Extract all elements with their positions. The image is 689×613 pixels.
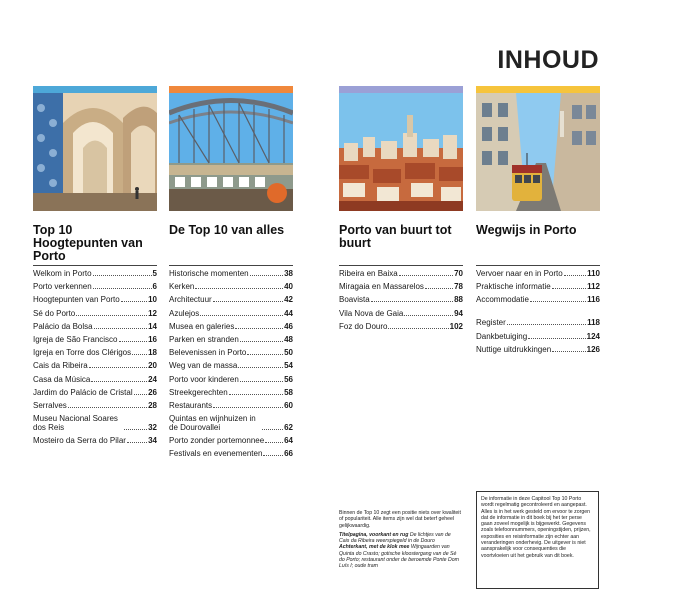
toc-page: 112 [587,282,600,292]
toc-label: Casa da Música [33,374,91,384]
toc-page: 110 [587,269,600,278]
toc-page: 44 [284,308,293,318]
toc-label: Musea en galeries [169,321,235,331]
toc-item[interactable] [476,269,600,278]
toc-item[interactable] [476,295,600,304]
toc-label: Foz do Douro [339,321,388,331]
toc-item[interactable] [169,401,293,410]
toc-label: Architectuur [169,295,212,305]
toc-label: Praktische informatie [476,282,551,292]
toc-label: Nuttige uitdrukkingen [476,344,552,354]
toc-page: 78 [454,282,463,292]
toc-page: 20 [148,361,157,371]
back-credit-text: Wijngaarden van Quinta do Crasto; gotische kloostergang van de Sé do Porto; restaurant onder de beroemde Ponte Dom Luís I; oude tram [339,544,459,570]
toc-label: Quintas en wijnhuizen in de Dourovallei [169,414,256,433]
toc-page: 62 [284,423,293,433]
photo-credits-note [339,510,461,573]
toc-label: Igreja de São Francisco [33,334,118,344]
toc-item[interactable] [169,414,293,432]
back-credit-heading: Achterkant, met de klok mee [339,544,410,551]
toc-item[interactable] [33,388,157,397]
toc-label: Miragaia en Massarelos [339,282,424,292]
toc-page: 28 [148,400,157,410]
toc-page: 16 [148,334,157,344]
toc-label: Festivals en evenementen [169,449,263,459]
toc-page: 14 [148,321,157,331]
toc-item[interactable] [169,269,293,278]
toc-label: Azulejos [169,308,200,318]
toc-page: 5 [152,269,157,278]
divider [169,265,293,266]
toc-label: Jardim do Palácio de Cristal [33,387,133,397]
toc-page: 58 [284,387,293,397]
divider [476,265,600,266]
toc-item[interactable] [33,295,157,304]
section-heading: Porto van buurt tot buurt [339,223,452,250]
toc-item[interactable] [169,388,293,397]
toc-item[interactable] [169,335,293,344]
toc-item[interactable] [339,282,463,291]
toc-item[interactable] [33,401,157,410]
toc-page: 26 [148,387,157,397]
toc-list [339,269,463,331]
toc-item[interactable] [169,348,293,357]
toc-item[interactable] [476,345,600,354]
toc-page: 102 [449,321,463,331]
ranking-note: Binnen de Top 10 zegt een positie niets over kwaliteit of populariteit. Alle items zijn wel dat beterf geheel gelijkwaardig. [339,510,461,529]
toc-page: 10 [148,295,157,305]
toc-label: Register [476,318,506,328]
toc-page: 18 [148,348,157,358]
toc-list [476,269,600,354]
toc-page: 64 [284,436,293,446]
toc-item[interactable] [339,295,463,304]
color-bar [169,86,293,93]
toc-label: Belevenissen in Porto [169,348,247,358]
toc-label: Streekgerechten [169,387,228,397]
toc-item[interactable] [169,309,293,318]
toc-item[interactable] [33,322,157,331]
cover-credit-text: De lichtjes van de Cais da Ribeira weerspiegeld in de Douro [339,531,451,545]
toc-page: 12 [148,308,157,318]
section-heading: Wegwijs in Porto [476,223,577,237]
toc-label: Dankbetuiging [476,331,528,341]
toc-item[interactable] [339,322,463,331]
color-bar [339,86,463,93]
toc-item[interactable] [33,348,157,357]
toc-item[interactable] [33,269,157,278]
toc-label: Palácio da Bolsa [33,321,93,331]
toc-page: 40 [284,282,293,292]
toc-page: 70 [454,269,463,278]
toc-label: Welkom in Porto [33,269,92,278]
toc-item[interactable] [169,295,293,304]
toc-label: Accommodatie [476,295,529,305]
toc-page: 118 [587,318,600,328]
toc-label: Vervoer naar en in Porto [476,269,563,278]
toc-label: Museu Nacional Soares dos Reis [33,414,118,433]
toc-item[interactable] [169,436,293,445]
toc-item[interactable] [169,282,293,291]
toc-page: 56 [284,374,293,384]
color-bar [33,86,157,93]
toc-page: 32 [148,423,157,433]
cover-credit-heading: Titelpagina, voorkant en rug [339,531,409,538]
photo-bridge [169,93,293,211]
toc-label: Kerken [169,282,195,292]
toc-label: Boavista [339,295,370,305]
page-title: INHOUD [497,46,599,74]
photo-tram-street [476,93,600,211]
toc-page: 60 [284,400,293,410]
toc-page: 50 [284,348,293,358]
divider [33,265,157,266]
toc-page: 116 [587,295,600,305]
toc-page: 46 [284,321,293,331]
section-heading: Top 10 Hoogtepunten van Porto [33,223,143,263]
toc-column-1 [33,86,157,449]
toc-page: 24 [148,374,157,384]
toc-item[interactable] [33,375,157,384]
toc-list [169,269,293,458]
toc-label: Sé do Porto [33,308,76,318]
toc-item[interactable] [33,414,157,432]
toc-item[interactable] [169,361,293,370]
toc-column-4 [476,86,600,358]
toc-label: Porto zonder portemonnee [169,436,265,446]
toc-label: Vila Nova de Gaia [339,308,404,318]
toc-page: 34 [148,436,157,446]
toc-item[interactable] [33,436,157,445]
toc-item[interactable] [476,332,600,341]
photo-cityscape [339,93,463,211]
toc-label: Weg van de massa [169,361,238,371]
toc-item[interactable] [33,309,157,318]
toc-label: Ribeira en Baixa [339,269,398,278]
toc-item[interactable] [169,449,293,458]
toc-page: 42 [284,295,293,305]
toc-label: Cais da Ribeira [33,361,88,371]
toc-item[interactable] [33,335,157,344]
toc-page: 48 [284,334,293,344]
toc-page: 54 [284,361,293,371]
toc-item[interactable] [339,309,463,318]
toc-column-3 [339,86,463,335]
toc-page: 66 [284,449,293,459]
toc-page: 38 [284,269,293,278]
photo-azulejo-cloister [33,93,157,211]
toc-item[interactable] [476,282,600,291]
toc-label: Parken en stranden [169,334,239,344]
toc-item[interactable] [476,318,600,327]
toc-column-2 [169,86,293,463]
toc-page: 6 [152,282,157,292]
toc-label: Igreja en Torre dos Clérigos [33,348,132,358]
section-heading: De Top 10 van alles [169,223,285,237]
toc-item[interactable] [33,361,157,370]
toc-label: Restaurants [169,400,213,410]
toc-label: Porto verkennen [33,282,92,292]
toc-item[interactable] [33,282,157,291]
cover-credit [339,532,461,570]
toc-label: Mosteiro da Serra do Pilar [33,436,126,446]
toc-page: 124 [586,331,600,341]
color-bar [476,86,600,93]
disclaimer-box [476,491,599,589]
toc-list [33,269,157,445]
disclaimer-text: De informatie in deze Capitool Top 10 Porto wordt regelmatig gecontroleerd en aangepast. Alles is in het werk gesteld om ervoor te zorgen dat de informatie in dit boek bij het ter perse gaan zoveel mogelijk is bijgewerkt. Gegevens zoals telefoonnummers, openingstijden, prijzen, exposities en reisinformatie zijn echter aan veranderingen onderhevig. De uitgever is niet aansprakelijk voor consequenties die voortvloeien uit het gebruik van dit boek. [481,496,591,559]
toc-label: Serralves [33,400,67,410]
toc-label: Historische momenten [169,269,249,278]
toc-page: 88 [454,295,463,305]
divider [339,265,463,266]
toc-label: Hoogtepunten van Porto [33,295,120,305]
toc-page: 126 [586,344,600,354]
toc-item[interactable] [339,269,463,278]
toc-label: Porto voor kinderen [169,374,239,384]
toc-page: 94 [454,308,463,318]
toc-item[interactable] [169,375,293,384]
toc-item[interactable] [169,322,293,331]
